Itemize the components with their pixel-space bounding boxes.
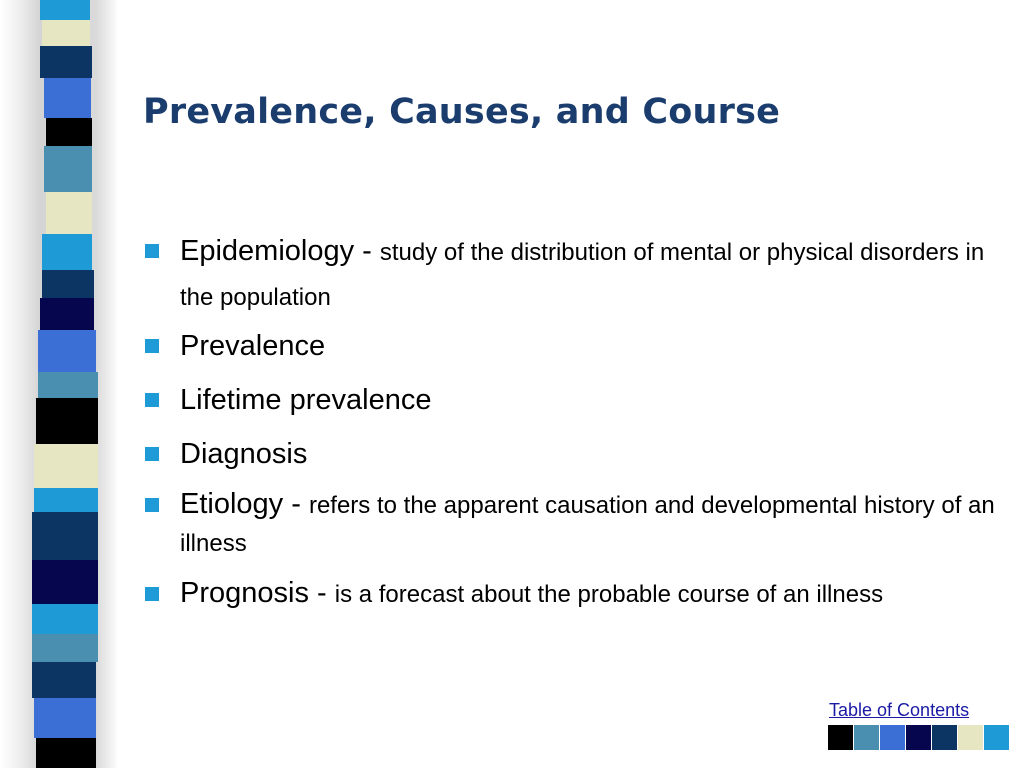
stripe	[42, 270, 94, 298]
color-swatch	[828, 725, 853, 750]
square-bullet-icon	[145, 447, 159, 461]
bullet-item-prognosis	[143, 576, 1003, 615]
bullet-term: Diagnosis	[180, 438, 308, 470]
stripe	[34, 444, 98, 488]
stripe	[32, 512, 98, 560]
bullet-list	[143, 230, 1003, 615]
square-bullet-icon	[145, 498, 159, 512]
stripe	[38, 330, 96, 372]
bullet-item-prevalence	[143, 326, 1003, 371]
stripe	[38, 372, 98, 398]
bullet-item-etiology	[143, 487, 1003, 564]
stripe	[46, 192, 92, 234]
stripe	[42, 234, 92, 270]
bullet-definition: study of the distribution of mental or physical disorders in the population	[180, 239, 985, 311]
bullet-definition: refers to the apparent causation and developmental history of an illness	[180, 492, 995, 557]
stripe	[36, 738, 96, 768]
slide-title: Prevalence, Causes, and Course	[143, 92, 781, 132]
color-swatch-strip	[828, 725, 1010, 750]
stripe	[32, 662, 96, 698]
stripe	[36, 398, 98, 444]
bullet-term: Lifetime prevalence	[180, 384, 432, 416]
color-swatch	[854, 725, 879, 750]
bullet-item-lifetime-prevalence	[143, 380, 1003, 425]
color-swatch	[880, 725, 905, 750]
color-swatch	[984, 725, 1009, 750]
square-bullet-icon	[145, 244, 159, 258]
square-bullet-icon	[145, 393, 159, 407]
bullet-term: Etiology -	[180, 488, 309, 520]
stripe	[32, 634, 98, 662]
stripe	[46, 118, 92, 146]
color-swatch	[932, 725, 957, 750]
stripe	[44, 146, 92, 192]
stripe	[34, 698, 96, 738]
stripe	[40, 0, 90, 20]
table-of-contents-link[interactable]: Table of Contents	[829, 700, 970, 720]
stripe	[44, 78, 91, 118]
stripe	[32, 560, 98, 604]
stripe	[34, 488, 98, 512]
square-bullet-icon	[145, 587, 159, 601]
bullet-item-epidemiology	[143, 230, 1003, 322]
decorative-stripe-column	[0, 0, 118, 768]
bullet-definition: is a forecast about the probable course of an illness	[334, 581, 884, 608]
square-bullet-icon	[145, 339, 159, 353]
bullet-term: Prevalence	[180, 330, 326, 362]
bullet-term: Prognosis -	[180, 577, 335, 609]
color-swatch	[906, 725, 931, 750]
stripe	[42, 20, 90, 46]
stripe	[40, 46, 92, 78]
stripe	[40, 298, 94, 330]
color-swatch	[958, 725, 983, 750]
bullet-item-diagnosis	[143, 434, 1003, 479]
stripe	[32, 604, 98, 634]
bullet-term: Epidemiology -	[180, 235, 380, 267]
